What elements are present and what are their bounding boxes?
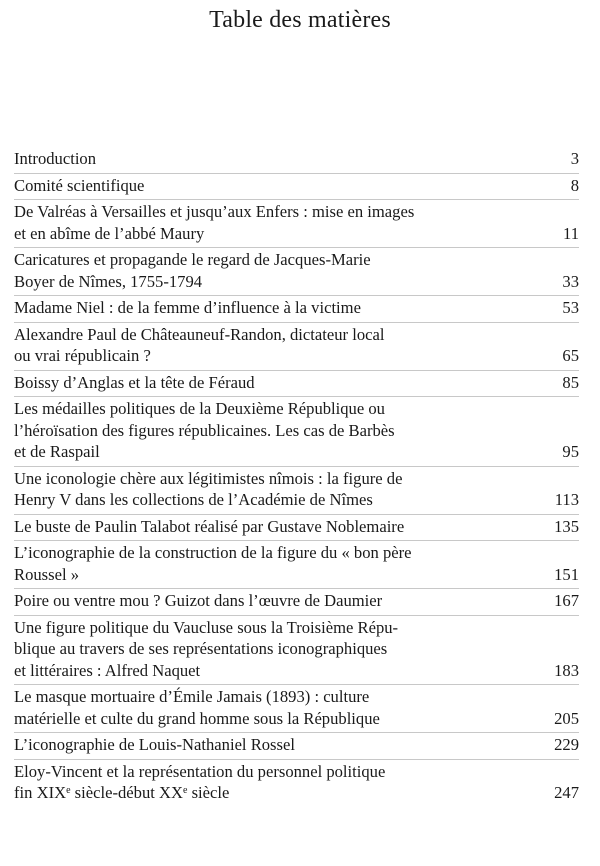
- toc-entry-line: Boissy d’Anglas et la tête de Féraud: [14, 372, 255, 392]
- toc-entry-line: matérielle et culte du grand homme sous la République: [14, 708, 380, 728]
- toc-entry-line: Le masque mortuaire d’Émile Jamais (1893) : culture: [14, 687, 370, 706]
- toc-entry-title: [14, 468, 454, 511]
- toc-entry[interactable]: [14, 371, 579, 398]
- toc-entry-title: [14, 686, 454, 729]
- toc-entry-line: siècle: [187, 783, 230, 802]
- toc-entry-title: [14, 201, 454, 244]
- toc-entry-title: [14, 324, 454, 367]
- toc-entry-line: L’iconographie de la construction de la figure du « bon père: [14, 543, 412, 562]
- toc-entry-page: 247: [554, 783, 579, 802]
- toc-entry-title: [14, 148, 454, 170]
- toc-entry-title: [14, 734, 454, 756]
- toc-entry-title: [14, 297, 454, 319]
- toc-entry-line: Boyer de Nîmes, 1755-1794: [14, 271, 203, 291]
- toc-entry-page: 3: [570, 149, 579, 168]
- toc-entry-line: et littéraires : Alfred Naquet: [14, 660, 201, 680]
- toc-entry-page: 95: [562, 442, 579, 461]
- toc-entry-line: Roussel »: [14, 564, 79, 584]
- toc-entry-page: 65: [562, 346, 579, 365]
- toc-entry-line: fin XIX: [14, 783, 67, 802]
- toc-entry-line: Caricatures et propagande le regard de Jacques-Marie: [14, 250, 371, 269]
- toc-entry[interactable]: [14, 147, 579, 174]
- toc-entry[interactable]: [14, 515, 579, 542]
- toc-entry-title: [14, 398, 454, 463]
- toc-entry-line: Madame Niel : de la femme d’influence à la victime: [14, 298, 361, 317]
- toc-entry[interactable]: [14, 323, 579, 371]
- toc-entry[interactable]: [14, 760, 579, 807]
- toc-entry[interactable]: [14, 296, 579, 323]
- toc-entry[interactable]: [14, 248, 579, 296]
- toc-entry-page: 229: [554, 735, 579, 754]
- toc-entry-page: 183: [554, 660, 579, 680]
- toc-entry-line: ou vrai républicain ?: [14, 346, 151, 365]
- toc-entry-page: 53: [562, 298, 579, 317]
- superscript-e: e: [182, 785, 188, 796]
- toc-entry[interactable]: [14, 397, 579, 467]
- toc-entry-page: 135: [554, 516, 579, 536]
- toc-entry-line: Comité scientifique: [14, 175, 145, 195]
- toc-entry-page: 85: [562, 372, 579, 392]
- toc-entry[interactable]: [14, 589, 579, 616]
- toc-entry[interactable]: [14, 200, 579, 248]
- toc-entry-line: Henry V dans les collections de l’Académie de Nîmes: [14, 490, 373, 509]
- toc-entry[interactable]: [14, 541, 579, 589]
- toc-entry-title: [14, 175, 454, 197]
- toc-entry-line: Eloy-Vincent et la représentation du personnel politique: [14, 761, 386, 781]
- toc-entry-page: 113: [554, 490, 579, 509]
- toc-entry-line: Les médailles politiques de la Deuxième République ou: [14, 399, 385, 418]
- toc-entry-page: 11: [563, 223, 579, 243]
- toc-entry[interactable]: [14, 616, 579, 686]
- superscript-e: e: [66, 785, 71, 796]
- toc-entry-line: Le buste de Paulin Talabot réalisé par Gustave Noblemaire: [14, 516, 405, 536]
- toc-entry-line: Une iconologie chère aux légitimistes nîmois : la figure de: [14, 468, 403, 488]
- toc-entry-line: Alexandre Paul de Châteauneuf-Randon, dictateur local: [14, 324, 385, 344]
- toc-entry[interactable]: [14, 467, 579, 515]
- toc-entry-page: 151: [554, 564, 579, 584]
- toc-entry-title: [14, 372, 454, 394]
- toc-entry-title: [14, 590, 454, 612]
- toc-entry-line: Introduction: [14, 149, 97, 168]
- toc-entry-page: 205: [554, 708, 579, 728]
- toc-entry-line: Une figure politique du Vaucluse sous la Troisième Répu-: [14, 617, 399, 637]
- toc-entry-line: L’iconographie de Louis-Nathaniel Rossel: [14, 735, 295, 754]
- toc-entry-line: De Valréas à Versailles et jusqu’aux Enfers : mise en images: [14, 202, 415, 221]
- toc-entry-page: 167: [554, 591, 579, 610]
- toc-entry-title: [14, 617, 454, 682]
- toc-entry-line: et de Raspail: [14, 442, 100, 461]
- toc-entry-line: siècle-début XX: [70, 783, 183, 802]
- toc-entry[interactable]: [14, 733, 579, 760]
- toc-entry-line: Poire ou ventre mou ? Guizot dans l’œuvre de Daumier: [14, 591, 383, 610]
- toc-entry-title: [14, 542, 454, 585]
- toc-entry-line: blique au travers de ses représentations iconographiques: [14, 639, 388, 658]
- toc-entry-page: 33: [562, 271, 579, 291]
- toc-entry-title: [14, 516, 454, 538]
- page-title: Table des matières: [209, 7, 391, 33]
- table-of-contents: [14, 147, 579, 807]
- toc-entry-line: l’héroïsation des figures républicaines. Les cas de Barbès: [14, 420, 395, 440]
- toc-entry-title: [14, 761, 454, 804]
- toc-entry[interactable]: [14, 174, 579, 201]
- toc-entry-line: et en abîme de l’abbé Maury: [14, 223, 205, 243]
- toc-entry[interactable]: [14, 685, 579, 733]
- toc-entry-title: [14, 249, 454, 292]
- toc-entry-page: 8: [570, 175, 579, 195]
